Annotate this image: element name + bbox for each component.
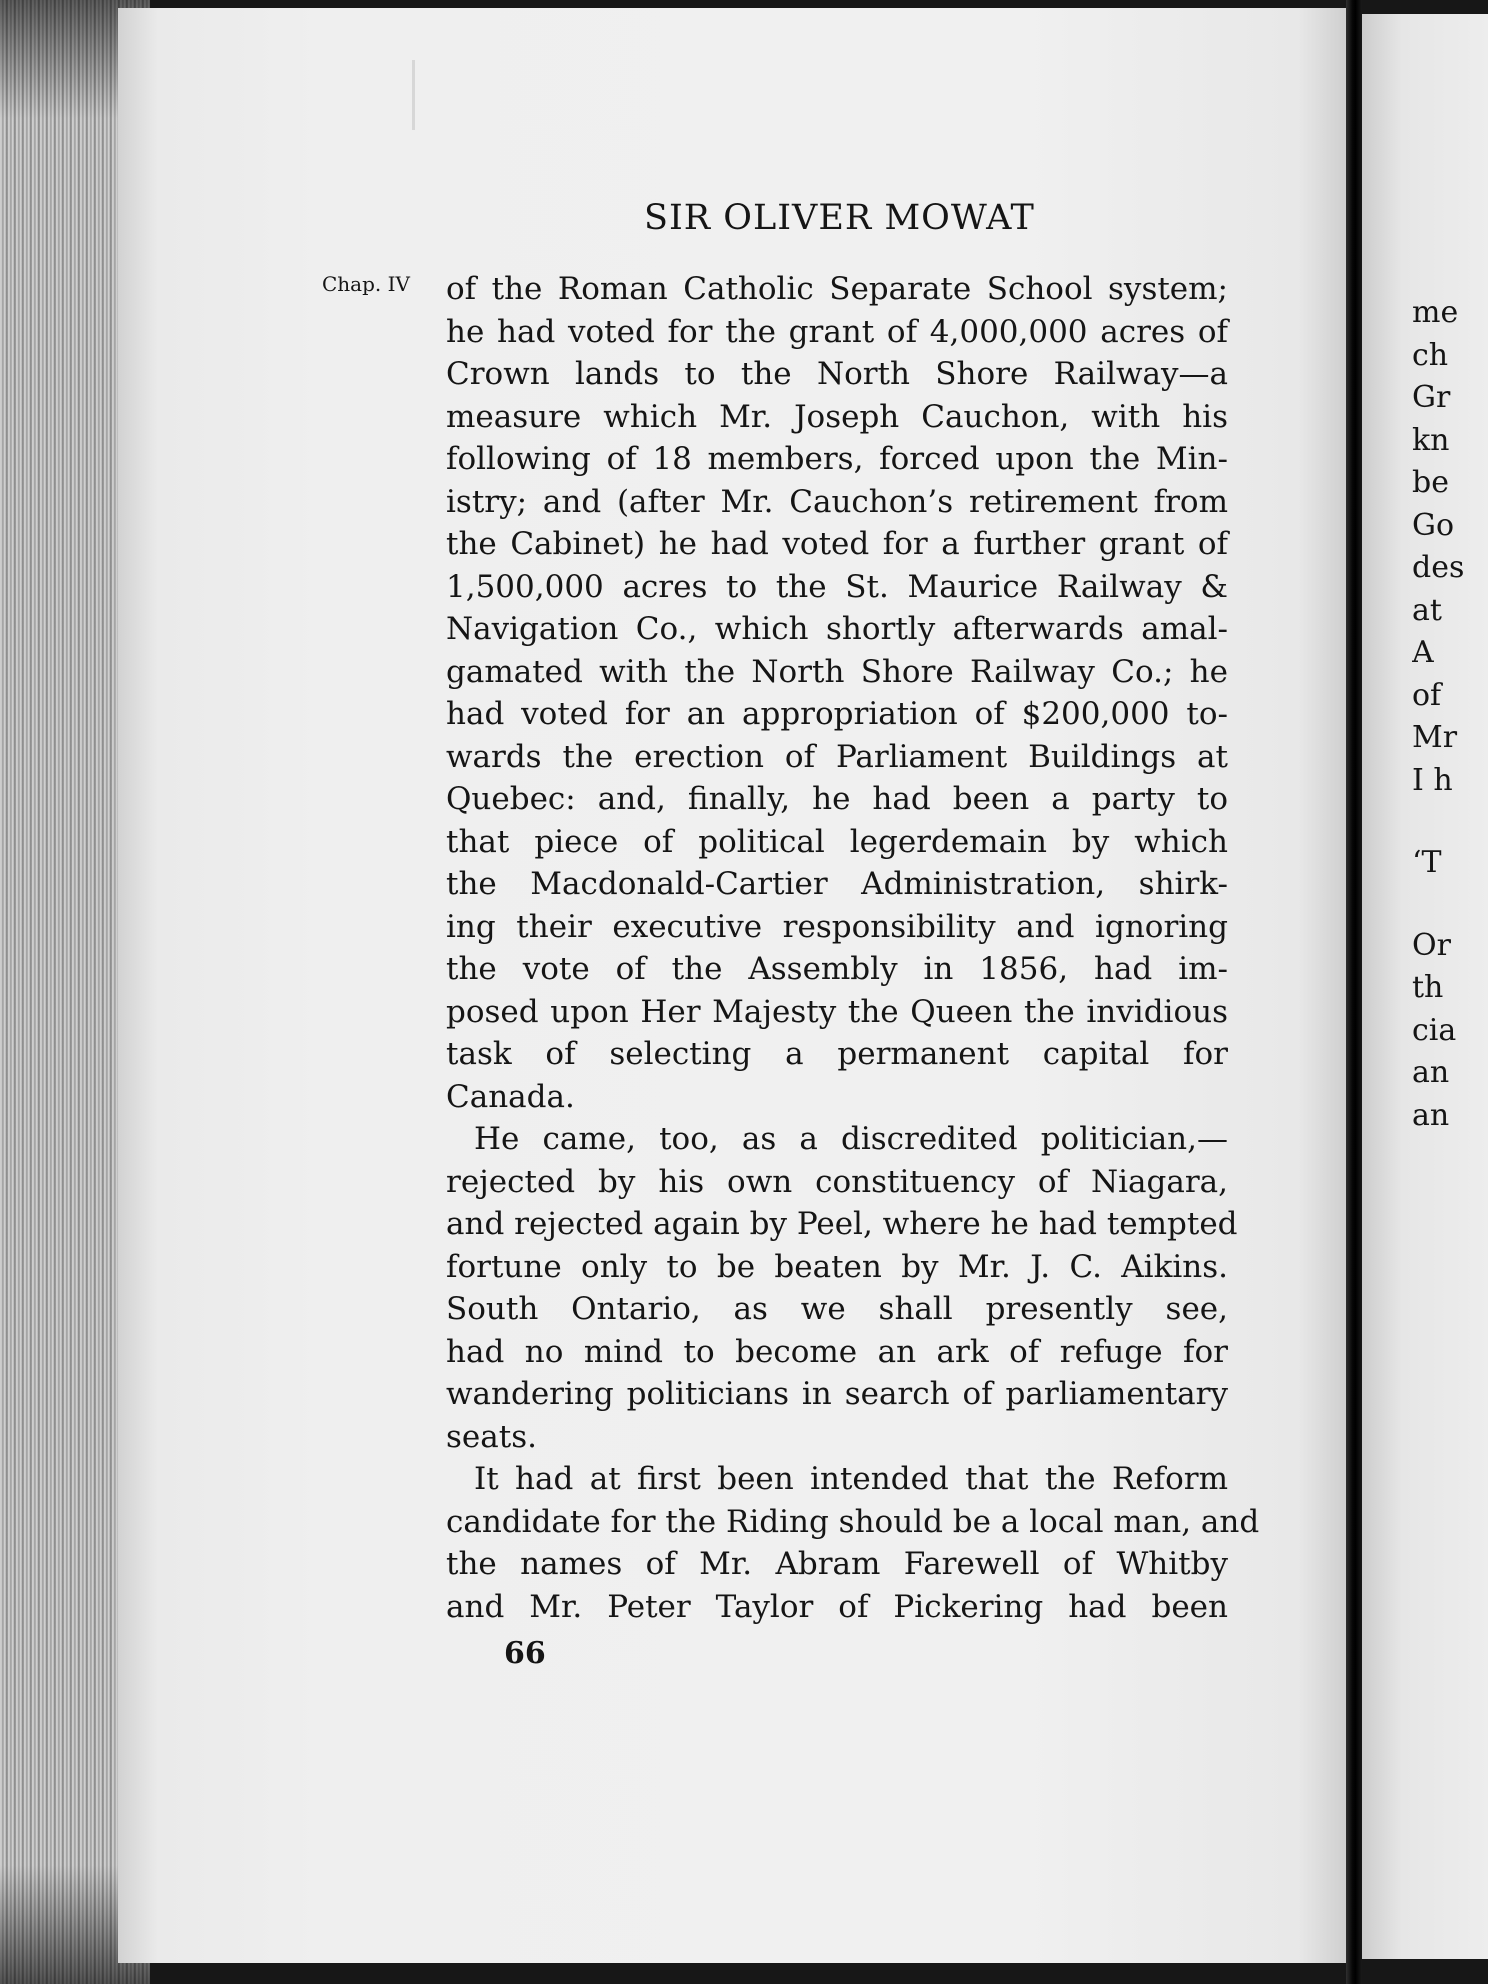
text-line: gamated with the North Shore Railway Co.; he (446, 653, 1228, 690)
text-line: fortune only to be beaten by Mr. J. C. Aikins. (446, 1248, 1228, 1285)
facing-text-fragment: Go (1412, 507, 1455, 543)
text-line: seats. (446, 1418, 537, 1455)
text-line: the vote of the Assembly in 1856, had im- (446, 951, 1228, 987)
text-line: He came, too, as a discredited politician,— (474, 1121, 1228, 1157)
facing-text-fragment: ‘T (1412, 845, 1442, 880)
text-line: Canada. (446, 1078, 575, 1115)
text-line: following of 18 members, forced upon the Min- (446, 441, 1228, 477)
text-line: that piece of political legerdemain by which (446, 823, 1228, 860)
chapter-label: Chap. IV (322, 272, 410, 296)
facing-text-fragment: an (1412, 1055, 1450, 1090)
text-line: ing their executive responsibility and ignoring (446, 908, 1228, 945)
text-line: Quebec: and, finally, he had been a party to (446, 781, 1228, 817)
text-line: the Cabinet) he had voted for a further grant of (446, 526, 1228, 562)
page-number: 66 (504, 1636, 546, 1671)
text-line: posed upon Her Majesty the Queen the invidious (446, 993, 1228, 1030)
facing-text-fragment: me (1412, 295, 1459, 330)
text-line: wandering politicians in search of parliamentary (446, 1376, 1228, 1412)
text-line: and Mr. Peter Taylor of Pickering had been (446, 1588, 1228, 1625)
text-line: the Macdonald-Cartier Administration, shirk- (446, 866, 1228, 902)
text-line: South Ontario, as we shall presently see, (446, 1291, 1228, 1327)
facing-text-fragment: I h (1412, 762, 1453, 798)
text-line: wards the erection of Parliament Buildings at (446, 738, 1228, 775)
facing-text-fragment: at (1412, 592, 1442, 628)
facing-text-fragment: an (1412, 1097, 1450, 1133)
text-line: and rejected again by Peel, where he had tempted (446, 1206, 1238, 1242)
facing-text-fragment: ch (1412, 337, 1449, 373)
text-line: of the Roman Catholic Separate School system; (446, 271, 1228, 307)
facing-text-fragment: Or (1412, 927, 1451, 963)
text-line: he had voted for the grant of 4,000,000 acres of (446, 313, 1228, 350)
text-line: Crown lands to the North Shore Railway—a (446, 356, 1228, 392)
body-text (446, 268, 1260, 1628)
text-line: task of selecting a permanent capital for (446, 1036, 1228, 1072)
book-gutter (1346, 0, 1362, 1984)
text-line: It had at first been intended that the Reform (474, 1461, 1228, 1497)
facing-text-fragment: A (1412, 635, 1434, 670)
facing-text-fragment: kn (1412, 422, 1450, 458)
text-line: 1,500,000 acres to the St. Maurice Railway & (446, 568, 1228, 605)
text-line: istry; and (after Mr. Cauchon’s retirement from (446, 483, 1228, 520)
running-head: SIR OLIVER MOWAT (644, 198, 1035, 238)
text-line: Navigation Co., which shortly afterwards amal- (446, 611, 1228, 647)
text-line: had voted for an appropriation of $200,000 to- (446, 696, 1228, 732)
facing-page-text (1412, 292, 1488, 1137)
facing-text-fragment: cia (1412, 1012, 1457, 1048)
text-line: candidate for the Riding should be a local man, and (446, 1503, 1260, 1540)
facing-text-fragment: des (1412, 550, 1465, 585)
text-line: the names of Mr. Abram Farewell of Whitby (446, 1546, 1228, 1582)
facing-text-fragment: be (1412, 465, 1449, 500)
text-line: rejected by his own constituency of Niagara, (446, 1163, 1228, 1200)
facing-text-fragment: Mr (1412, 720, 1458, 755)
facing-text-fragment: th (1412, 970, 1444, 1005)
text-line: had no mind to become an ark of refuge for (446, 1333, 1228, 1370)
scan-artifact (412, 60, 415, 130)
text-line: measure which Mr. Joseph Cauchon, with his (446, 398, 1228, 435)
facing-text-fragment: Gr (1412, 380, 1451, 415)
facing-text-fragment: of (1412, 677, 1442, 713)
